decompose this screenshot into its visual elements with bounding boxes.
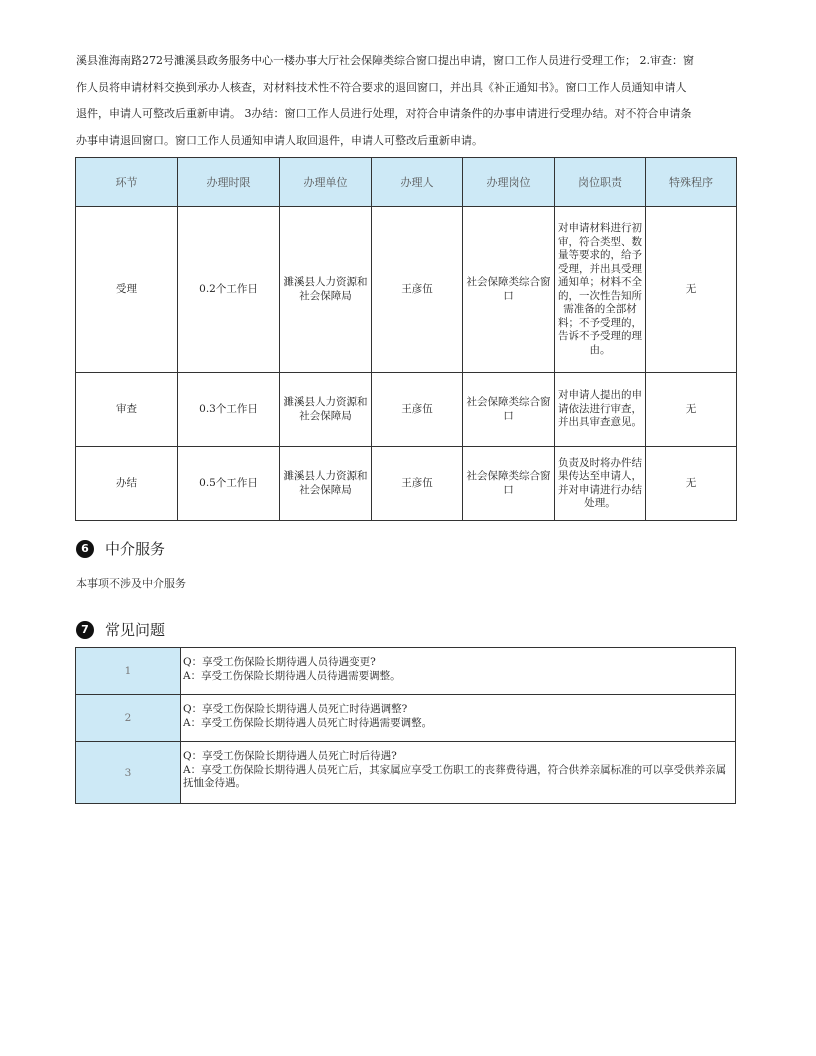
cell-handler: 王彦伍 (372, 447, 463, 521)
faq-content (181, 695, 736, 742)
section-6-heading (76, 538, 165, 559)
cell-duty: 对申请材料进行初审，符合类型、数量等要求的，给予受理，并出具受理通知单；材料不全的，一次性告知所需准备的全部材料；不予受理的，告诉不予受理的理由。 (555, 207, 646, 373)
header-handler: 办理人 (372, 158, 463, 207)
cell-time-limit: 0.5个工作日 (178, 447, 280, 521)
table-row (76, 373, 737, 447)
cell-special: 无 (646, 373, 737, 447)
section-6-text: 本事项不涉及中介服务 (76, 577, 186, 590)
faq-question: Q：享受工伤保险长期待遇人员死亡时后待遇? (183, 750, 397, 762)
process-table (75, 157, 737, 521)
header-duty: 岗位职责 (555, 158, 646, 207)
section-title: 常见问题 (105, 621, 166, 639)
intro-line: 办事申请退回窗口。窗口工作人员通知申请人取回退件，申请人可整改后重新申请。 (76, 133, 483, 147)
faq-answer: A：享受工伤保险长期待遇人员死亡时待遇需要调整。 (183, 716, 433, 729)
faq-content (181, 742, 736, 804)
faq-answer: A：享受工伤保险长期待遇人员死亡后，其家属应享受工伤职工的丧葬费待遇，符合供养亲属标准的可以享受供养亲属抚恤金待遇。 (183, 763, 727, 789)
faq-index: 2 (76, 695, 181, 742)
cell-duty: 对申请人提出的申请依法进行审查，并出具审查意见。 (555, 373, 646, 447)
cell-post: 社会保障类综合窗口 (463, 447, 555, 521)
intro-line: 作人员将申请材料交换到承办人核查，对材料技术性不符合要求的退回窗口，并出具《补正通知书》。窗口工作人员通知申请人 (76, 80, 687, 94)
section-number-badge: 7 (76, 621, 94, 639)
header-step: 环节 (76, 158, 178, 207)
table-row (76, 447, 737, 521)
faq-index: 3 (76, 742, 181, 804)
cell-time-limit: 0.2个工作日 (178, 207, 280, 373)
section-7-heading (76, 619, 165, 640)
header-unit: 办理单位 (280, 158, 372, 207)
table-row (76, 207, 737, 373)
cell-handler: 王彦伍 (372, 373, 463, 447)
cell-step: 办结 (76, 447, 178, 521)
cell-post: 社会保障类综合窗口 (463, 207, 555, 373)
section-number-badge: 6 (76, 540, 94, 558)
cell-post: 社会保障类综合窗口 (463, 373, 555, 447)
cell-time-limit: 0.3个工作日 (178, 373, 280, 447)
header-post: 办理岗位 (463, 158, 555, 207)
intro-line: 退件，申请人可整改后重新申请。 3办结：窗口工作人员进行处理，对符合申请条件的办事申请进行受理办结。对不符合申请条 (76, 107, 692, 120)
faq-row (76, 742, 736, 804)
header-time-limit: 办理时限 (178, 158, 280, 207)
faq-table (75, 647, 736, 804)
cell-step: 受理 (76, 207, 178, 373)
faq-question: Q：享受工伤保险长期待遇人员待遇变更? (183, 656, 376, 668)
faq-content (181, 648, 736, 695)
cell-unit: 濉溪县人力资源和社会保障局 (280, 373, 372, 447)
intro-paragraph (76, 48, 741, 154)
table-header-row (76, 158, 737, 207)
header-special: 特殊程序 (646, 158, 737, 207)
section-title: 中介服务 (105, 540, 166, 558)
cell-unit: 濉溪县人力资源和社会保障局 (280, 447, 372, 521)
faq-answer: A：享受工伤保险长期待遇人员待遇需要调整。 (183, 669, 401, 682)
faq-index: 1 (76, 648, 181, 695)
faq-row (76, 648, 736, 695)
cell-unit: 濉溪县人力资源和社会保障局 (280, 207, 372, 373)
faq-row (76, 695, 736, 742)
cell-special: 无 (646, 207, 737, 373)
cell-duty: 负责及时将办件结果传达至申请人，并对申请进行办结处理。 (555, 447, 646, 521)
faq-question: Q：享受工伤保险长期待遇人员死亡时待遇调整? (183, 703, 408, 715)
cell-step: 审查 (76, 373, 178, 447)
cell-special: 无 (646, 447, 737, 521)
intro-line: 溪县淮海南路272号濉溪县政务服务中心一楼办事大厅社会保障类综合窗口提出申请，窗口工作人员进行受理工作； 2.审查：窗 (76, 54, 694, 67)
cell-handler: 王彦伍 (372, 207, 463, 373)
